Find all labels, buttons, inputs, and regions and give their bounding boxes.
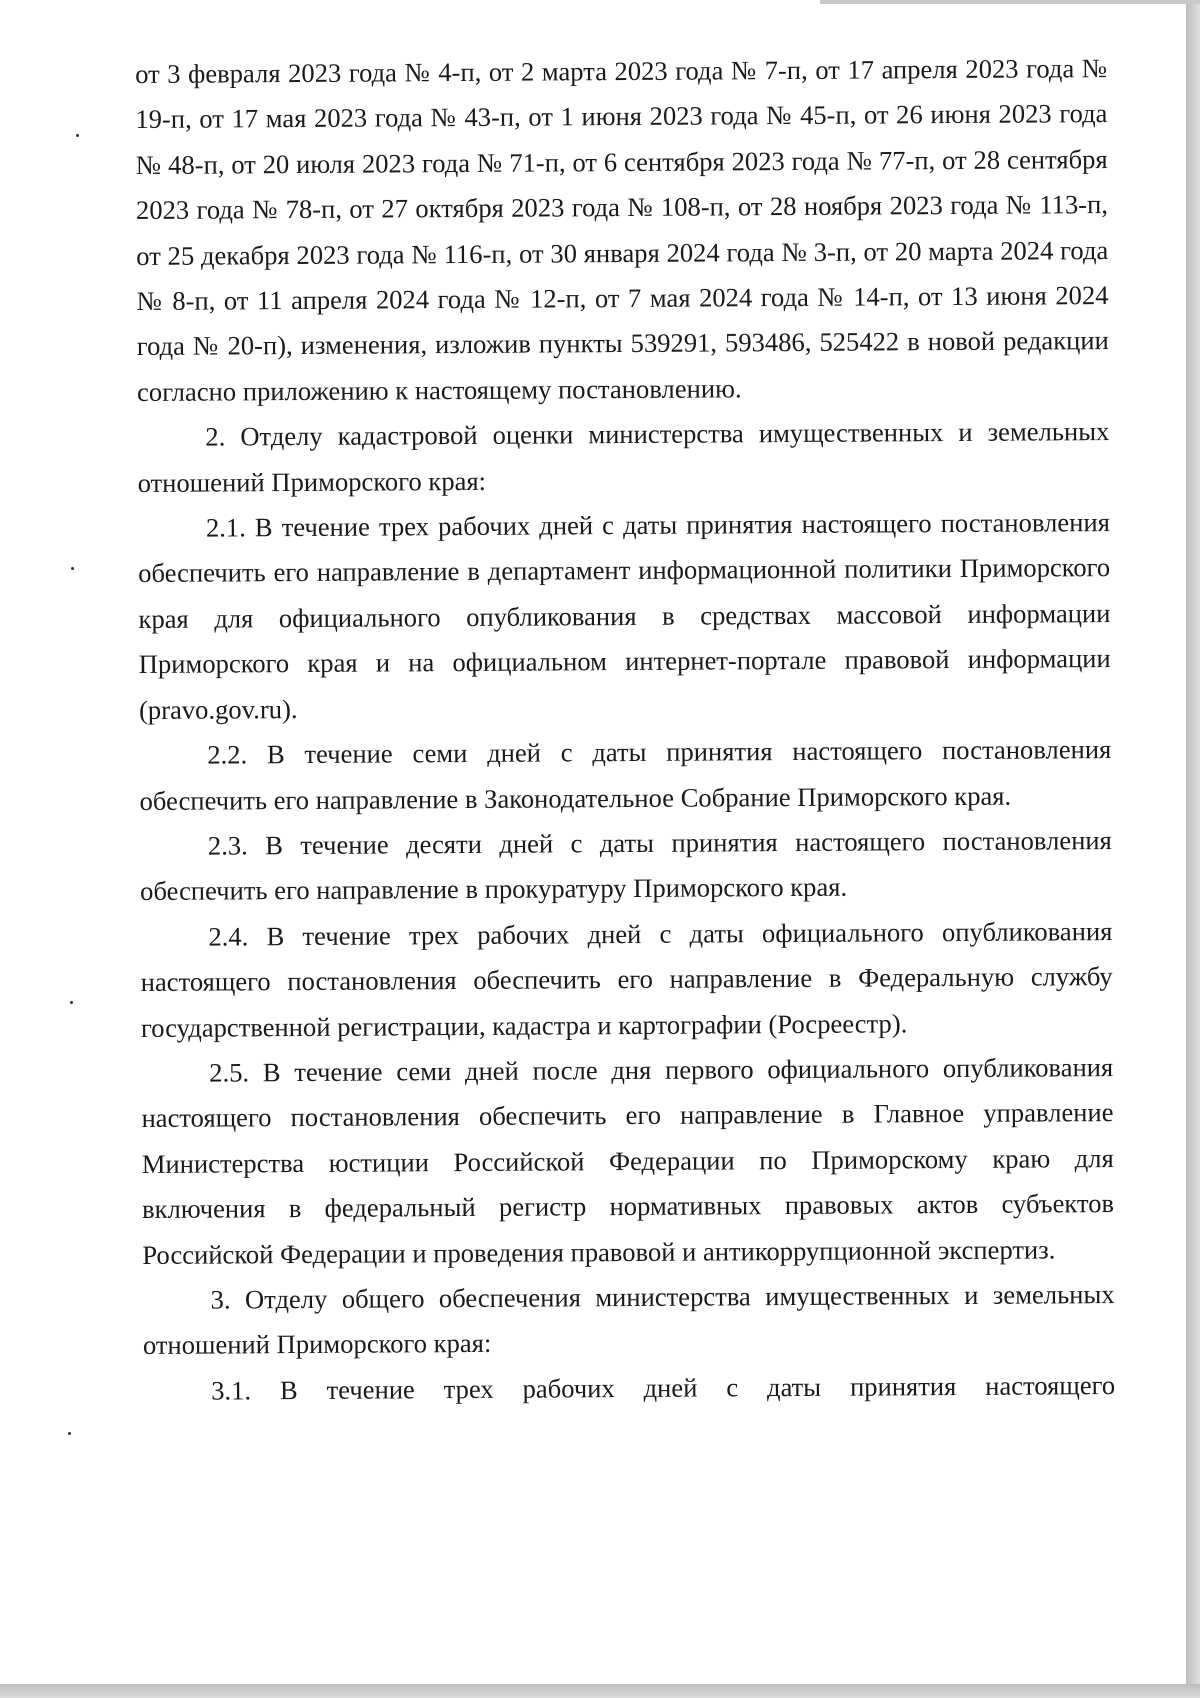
scan-shadow-bottom — [0, 1684, 1200, 1698]
paragraph-item-2-4: 2.4. В течение трех рабочих дней с даты официального опубликования настоящего постановления обеспечить его направление в Федеральную службу государственной регистрации, кадастра и картографии (Росреестр). — [140, 915, 1113, 1043]
document-body — [135, 46, 1115, 1414]
scan-speck — [76, 134, 79, 137]
scan-shadow-top — [820, 0, 1200, 4]
paragraph-item-2-2: 2.2. В течение семи дней с даты принятия настоящего постановления обеспечить его направление в Законодательное Собрание Приморского края. — [139, 734, 1112, 816]
paragraph-amendments-list: от 3 февраля 2023 года № 4-п, от 2 марта 2023 года № 7-п, от 17 апреля 2023 года № 19-п, от 17 мая 2023 года № 43-п, от 1 июня 2023 года № 45-п, от 26 июня 2023 года № 48-п, от 20 июля 2023 года № 71-п, от 6 сентября 2023 года № 77-п, от 28 сентября 2023 года № 78-п, от 27 октября 2023 года № 108-п, от 28 ноября 2023 года № 113-п, от 25 декабря 2023 года № 116-п, от 30 января 2024 года № 3-п, от 20 марта 2024 года № 8-п, от 11 апреля 2024 года № 12-п, от 7 мая 2024 года № 14-п, от 13 июня 2024 года № 20-п), изменения, изложив пункты 539291, 593486, 525422 в новой редакции согласно приложению к настоящему постановлению. — [135, 53, 1109, 407]
paragraph-item-2-5: 2.5. В течение семи дней после дня первого официального опубликования настоящего постановления обеспечить его направление в Главное управление Министерства юстиции Российской Федерации по Приморскому краю для включения в федеральный регистр нормативных правовых актов субъектов Российской Федерации и проведения правовой и антикоррупционной экспертиз. — [141, 1051, 1115, 1270]
scan-speck — [71, 567, 74, 570]
scan-speck — [70, 1001, 73, 1004]
paragraph-item-2-3: 2.3. В течение десяти дней с даты принятия настоящего постановления обеспечить его направление в прокуратуру Приморского края. — [140, 824, 1112, 907]
scan-speck — [68, 1432, 71, 1435]
scan-shadow-right — [1186, 0, 1200, 1698]
paragraph-item-3-1: 3.1. В течение трех рабочих дней с даты принятия настоящего — [211, 1369, 1116, 1406]
paragraph-item-3: 3. Отделу общего обеспечения министерства имущественных и земельных отношений Приморского края: — [142, 1279, 1115, 1361]
paragraph-item-2-1: 2.1. В течение трех рабочих дней с даты принятия настоящего постановления обеспечить его направление в департамент информационной политики Приморского края для официального опубликования в средствах массовой информации Приморского края и на официальном интернет-портале правовой информации (pravo.gov.ru). — [138, 507, 1111, 725]
paragraph-item-2: 2. Отделу кадастровой оценки министерства имущественных и земельных отношений Приморского края: — [137, 416, 1110, 498]
